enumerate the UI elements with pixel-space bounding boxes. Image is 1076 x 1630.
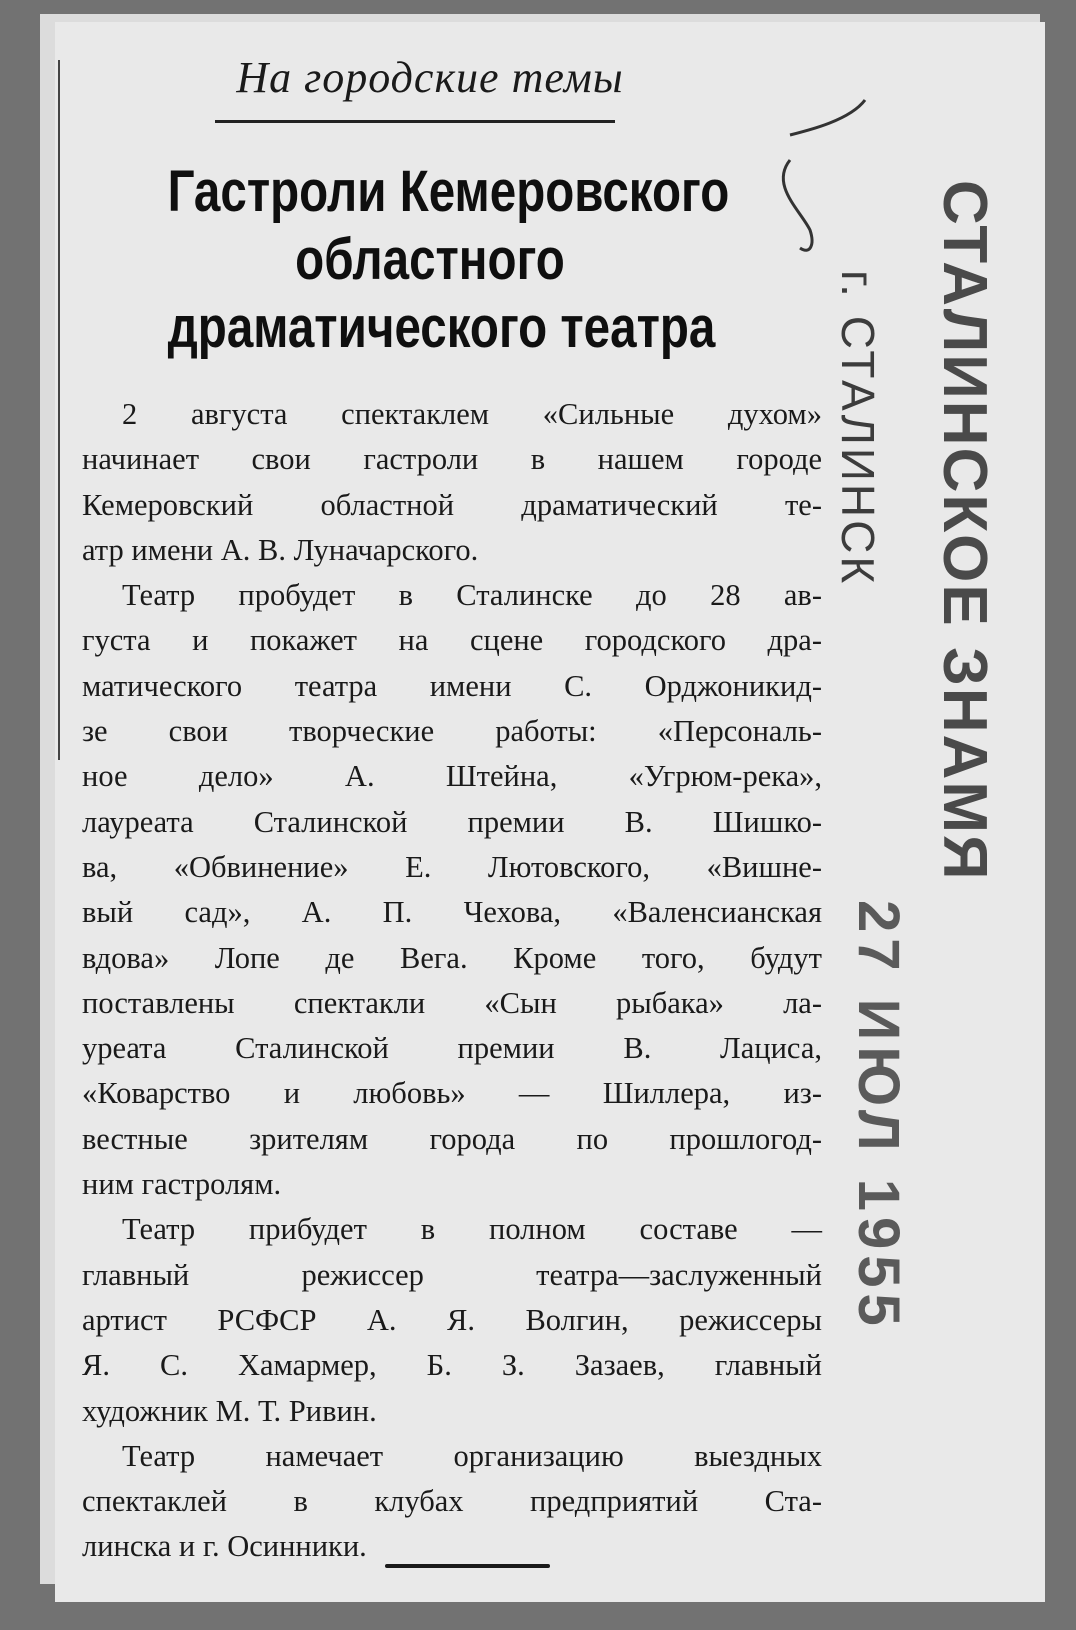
- date-stamp: 27 ИЮЛ 1955: [846, 900, 911, 1332]
- article-line: вдова» Лопе де Вега. Кроме того, будут: [82, 940, 822, 975]
- article-line: поставлены спектакли «Сын рыбака» ла-: [82, 985, 822, 1020]
- article-line: ное дело» А. Штейна, «Угрюм-река»,: [82, 759, 822, 794]
- article-line: Театр намечает организацию выездных: [122, 1438, 822, 1473]
- article-line: артист РСФСР А. Я. Волгин, режиссеры: [82, 1302, 822, 1337]
- article-line: Театр прибудет в полном составе —: [122, 1212, 822, 1247]
- article-line: атр имени А. В. Луначарского.: [82, 532, 479, 567]
- newspaper-stamp: СТАЛИНСКОЕ ЗНАМЯ: [930, 180, 999, 882]
- article-line: «Коварство и любовь» — Шиллера, из-: [82, 1076, 822, 1111]
- pencil-mark-icon: [770, 90, 910, 270]
- article-line: ва, «Обвинение» Е. Лютовского, «Вишне-: [82, 849, 822, 884]
- article-line: зе свои творческие работы: «Персональ-: [82, 714, 822, 749]
- end-rule: [385, 1564, 550, 1568]
- article-line: спектаклей в клубах предприятий Ста-: [82, 1484, 822, 1519]
- rubric-heading: На городские темы: [236, 53, 624, 102]
- article-line: Я. С. Хамармер, Б. З. Зазаев, главный: [82, 1348, 822, 1383]
- headline-line: Гастроли Кемеровского: [167, 159, 730, 224]
- article-line: главный режиссер театра—заслуженный: [82, 1257, 822, 1292]
- rubric-underline: [215, 120, 615, 123]
- article-line: Театр пробудет в Сталинске до 28 ав-: [122, 578, 822, 613]
- article-line: густа и покажет на сцене городского дра-: [82, 623, 822, 658]
- clipping-left-edge: [58, 60, 60, 760]
- city-stamp: г. СТАЛИНСК: [832, 270, 884, 587]
- article-line: лауреата Сталинской премии В. Шишко-: [82, 804, 822, 839]
- headline-line: областного: [295, 227, 565, 292]
- article-headline: [167, 158, 730, 362]
- article-line: 2 августа спектаклем «Сильные духом»: [122, 397, 822, 431]
- article-line: матического театра имени С. Орджоникид-: [82, 668, 822, 703]
- headline-line: драматического театра: [167, 295, 716, 360]
- article-line: Кемеровский областной драматический те-: [82, 487, 822, 522]
- article-line: ним гастролям.: [82, 1167, 282, 1202]
- article-line: вестные зрителям города по прошлогод-: [82, 1121, 822, 1156]
- article-line: линска и г. Осинники.: [82, 1529, 367, 1564]
- article-line: художник М. Т. Ривин.: [82, 1393, 377, 1428]
- article-line: вый сад», А. П. Чехова, «Валенсианская: [82, 895, 822, 930]
- article-body: [82, 392, 822, 1570]
- article-line: начинает свои гастроли в нашем городе: [82, 442, 822, 477]
- article-line: уреата Сталинской премии В. Лациса,: [82, 1031, 822, 1066]
